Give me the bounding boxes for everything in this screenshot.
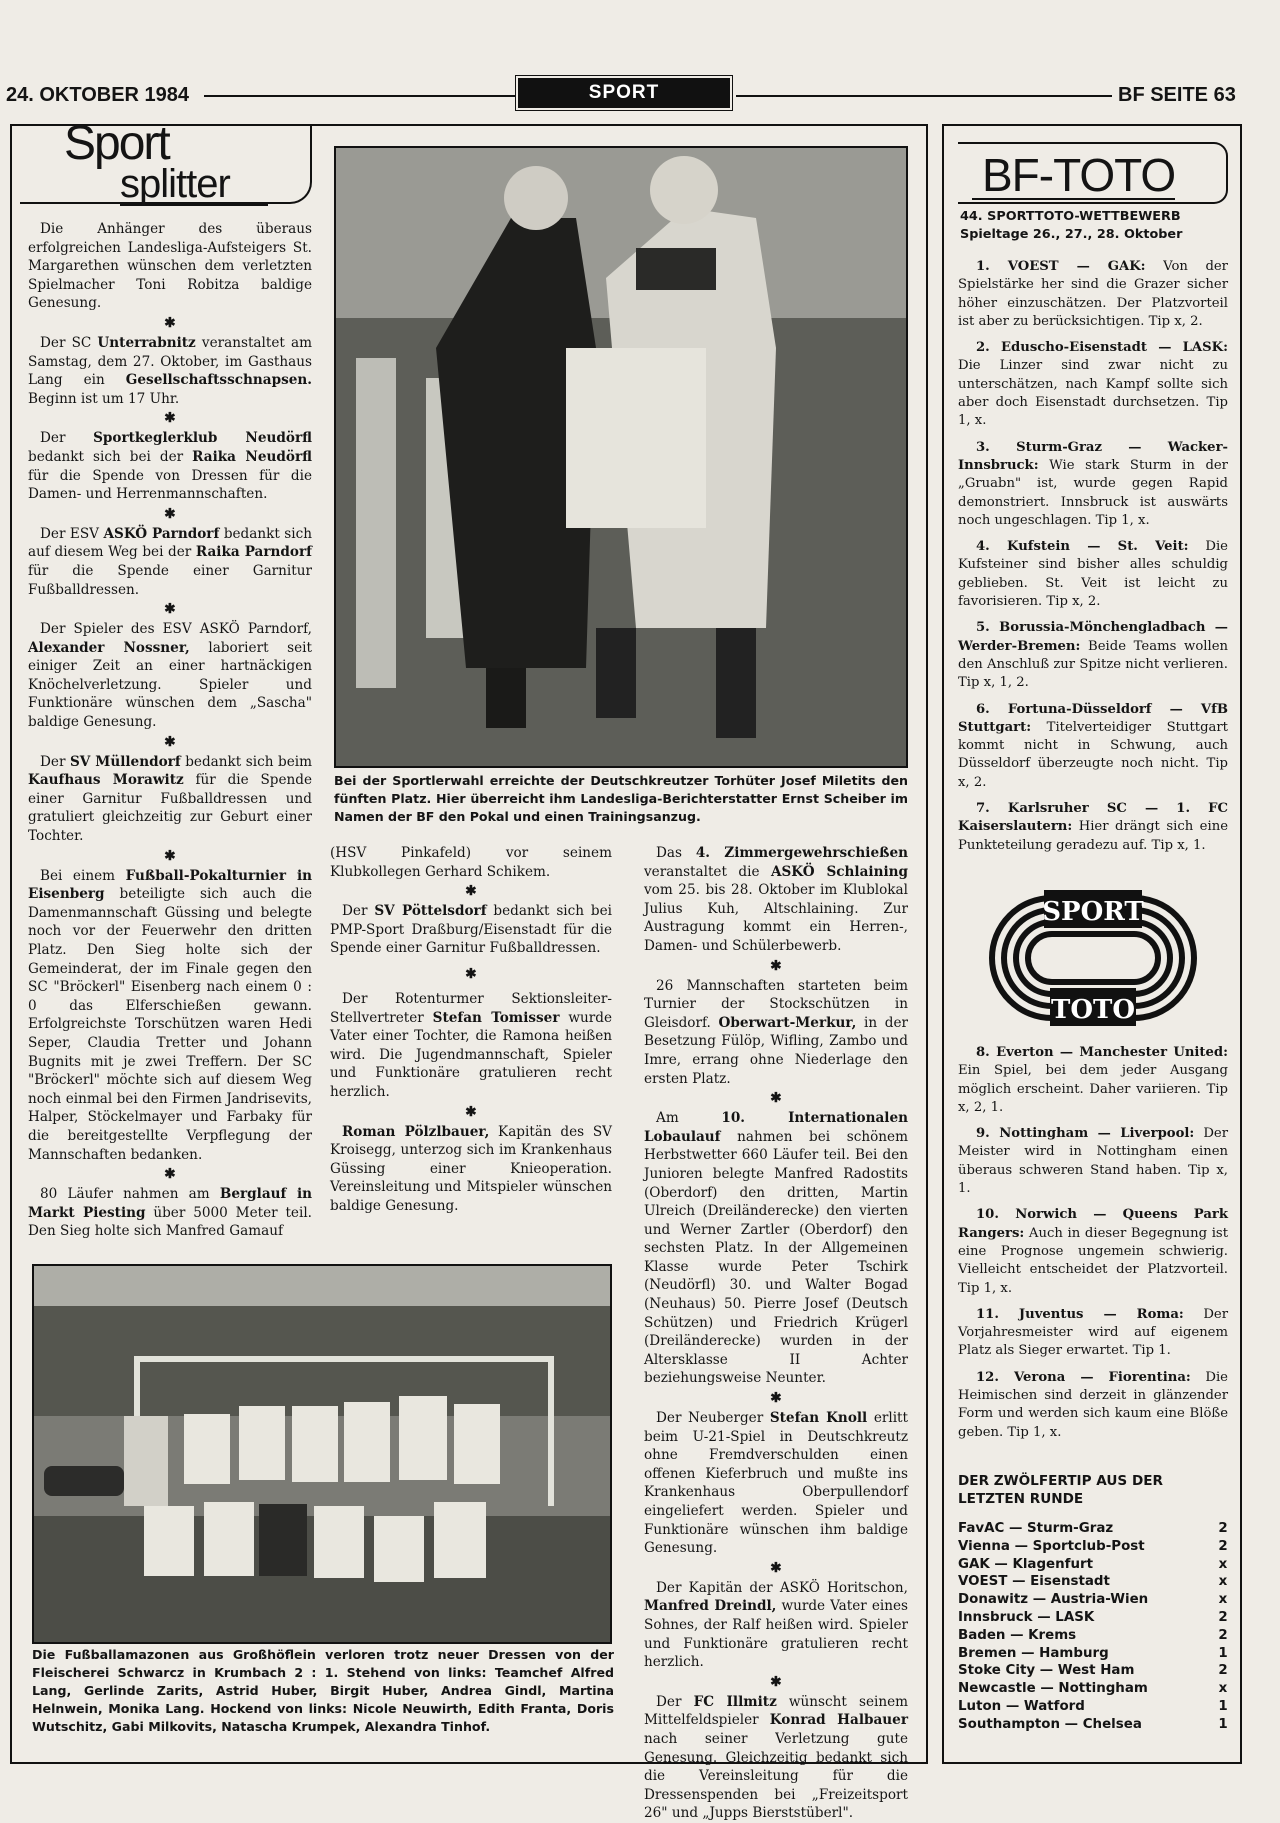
result-game: Bremen — Hamburg: [958, 1645, 1109, 1661]
result-tip: 2: [1218, 1627, 1228, 1643]
news-item: (HSV Pinkafeld) vor seinem Klubkollegen Gerhard Schikem.: [330, 845, 612, 880]
separator-star-icon: ✱: [164, 314, 176, 331]
news-item: 80 Läufer nahmen am Berglauf in Markt Piesting über 5000 Meter teil. Den Sieg holte sich Manfred Gamauf: [28, 1186, 313, 1240]
sport-toto-logo-top: SPORT: [1042, 897, 1144, 927]
toto-subtitle: 44. SPORTTOTO-WETTBEWERB Spieltage 26., 27., 28. Oktober: [960, 209, 1183, 242]
toto-match: 8. Everton — Manchester United: Ein Spiel, bei dem jeder Ausgang möglich erscheint. Daher variieren. Tip x, 2, 1.: [958, 1045, 1228, 1115]
news-item: Der SV Müllendorf bedankt sich beim Kaufhaus Morawitz für die Spende einer Garnitur Fußballdressen und gratuliert gleichzeitig zur Geburt einer Tochter.: [28, 753, 313, 845]
news-item: Der ESV ASKÖ Parndorf bedankt sich auf diesem Weg bei der Raika Parndorf für die Spende einer Garnitur Fußballdressen.: [28, 525, 313, 598]
toto-title: BF-TOTO: [972, 152, 1175, 200]
award-photo-image: [336, 148, 906, 766]
team-photo-image: [34, 1266, 610, 1642]
result-game: Southampton — Chelsea: [958, 1716, 1142, 1732]
issue-date: 24. OKTOBER 1984: [6, 84, 190, 106]
separator-star-icon: ✱: [164, 1166, 176, 1183]
news-item: Bei einem Fußball-Pokalturnier in Eisenberg beteiligte sich auch die Damenmannschaft Güssing und belegte noch vor der Feuerwehr den dritten Platz. Den Sieg holte sich der Gemeinderat, der im Finale gegen den SC "Bröckerl" Eisenberg nach einem 0 : 0 das Elferschießen gewann. Erfolgreichste Torschützen waren Hedi Seper, Claudia Tretter und Johann Bugnits mit je zwei Treffern. Der SC "Bröckerl" möchte sich auf diesem Weg noch einmal bei den Firmen Jandrisevits, Halper, Stöckelmayer und Farbaky für die bereitgestellte Verpflegung der Mannschaften bedanken.: [28, 867, 312, 1163]
separator-star-icon: ✱: [164, 733, 176, 750]
result-game: Stoke City — West Ham: [958, 1663, 1135, 1679]
result-row: [958, 1716, 1230, 1734]
award-photo: [334, 146, 908, 768]
last-round-title: DER ZWÖLFERTIP AUS DER LETZTEN RUNDE: [958, 1473, 1163, 1507]
news-item: Der Rotenturmer Sektionsleiter-Stellvertreter Stefan Tomisser wurde Vater einer Tochter, die Ramona heißen wird. Die Jugendmannschaft, Spieler und Funktionäre gratulieren recht herzlich.: [330, 990, 612, 1100]
splitter-column-1: [28, 220, 312, 1241]
toto-match: 11. Juventus — Roma: Der Vorjahresmeister wird auf eigenem Platz als Sieger erwartet. Tip 1.: [958, 1306, 1229, 1359]
header-rule-right: [736, 95, 1112, 97]
result-tip: 1: [1218, 1716, 1228, 1732]
news-item: Der FC Illmitz wünscht seinem Mittelfeldspieler Konrad Halbauer nach seiner Verletzung gute Genesung. Gleichzeitig bedankt sich die Vereinsleitung für die Dressenspenden bei „Freizeitsport 26" und „Jupps Bierststüberl".: [644, 1693, 909, 1822]
result-game: Donawitz — Austria-Wien: [958, 1592, 1149, 1608]
result-row: [958, 1645, 1230, 1663]
result-game: Newcastle — Nottingham: [958, 1681, 1148, 1697]
toto-match: 3. Sturm-Graz — Wacker-Innsbruck: Wie stark Sturm in der „Gruabn" ist, wurde gegen Rapid demonstriert. Innsbruck ist auswärts noch ungeschlagen. Tip 1, x.: [958, 439, 1228, 528]
toto-match: 6. Fortuna-Düsseldorf — VfB Stuttgart: Titelverteidiger Stuttgart kommt nicht in Schwung, auch Düsseldorf überzeugte noch nicht. Tip x, 2.: [958, 701, 1228, 790]
header-rule-left: [204, 95, 516, 97]
separator-star-icon: ✱: [770, 1673, 782, 1690]
result-game: Innsbruck — LASK: [958, 1609, 1095, 1625]
toto-match: 9. Nottingham — Liverpool: Der Meister wird in Nottingham einen überaus schweren Stand haben. Tip x, 1.: [958, 1126, 1229, 1197]
result-tip: 2: [1218, 1538, 1228, 1554]
result-row: [958, 1538, 1230, 1556]
toto-match: 10. Norwich — Queens Park Rangers: Auch in dieser Begegnung ist eine Prognose ungemein schwierig. Vielleicht entscheidet der Platzvorteil. Tip 1, x.: [958, 1207, 1228, 1296]
separator-star-icon: ✱: [770, 1559, 782, 1576]
team-photo-caption: Die Fußballamazonen aus Großhöflein verloren trotz neuer Dressen von der Fleischerei Schwarcz in Krumbach 2 : 1. Stehend von links: Teamchef Alfred Lang, Gerlinde Zarits, Astrid Huber, Birgit Huber, Andrea Gindl, Martina Helnwein, Monika Lang. Hockend von links: Nicole Neuwirth, Edith Franta, Doris Wutschitz, Gabi Milkovits, Natascha Krumpek, Alexandra Tinhof.: [32, 1647, 614, 1734]
separator-star-icon: ✱: [770, 957, 782, 974]
sport-toto-logo-bottom: TOTO: [1051, 995, 1135, 1025]
toto-match: 5. Borussia-Mönchengladbach — Werder-Bremen: Beide Teams wollen den Anschluß zur Spitze nicht verlieren. Tip x, 1, 2.: [958, 620, 1228, 691]
news-item: Am 10. Internationalen Lobaulauf nahmen bei schönem Herbstwetter 660 Läufer teil. Bei den Junioren belegte Manfred Radostits (Oberdorf) den dritten, Martin Ulreich (Dreiländerecke) den vierten und Werner Zartler (Oberdorf) den sechsten Platz. In der Allgemeinen Klasse wurde Peter Tschirk (Neudörfl) 30. und Walter Bogad (Neuhaus) 50. Pierre Josef (Deutsch Schützen) und Friedrich Krügerl (Dreiländerecke) wurden in der Altersklasse II Achter beziehungsweise Neunter.: [644, 1110, 908, 1387]
result-row: [958, 1662, 1230, 1680]
news-item: Der SC Unterrabnitz veranstaltet am Samstag, dem 27. Oktober, im Gasthaus Lang ein Gesellschaftsschnapsen. Beginn ist um 17 Uhr.: [28, 334, 312, 407]
toto-match: 2. Eduscho-Eisenstadt — LASK: Die Linzer sind zwar nicht zu unterschätzen, nach Kampf sollte sich aber doch Eisenstadt durchsetzen. Tip 1, x.: [958, 340, 1228, 429]
news-item: Der Spieler des ESV ASKÖ Parndorf, Alexander Nossner, laboriert seit einiger Zeit an einer hartnäckigen Knöchelverletzung. Spieler und Funktionäre wünschen dem „Sascha" baldige Genesung.: [28, 621, 312, 731]
result-game: Baden — Krems: [958, 1627, 1077, 1643]
result-row: [958, 1573, 1230, 1591]
toto-predictions-1: [958, 258, 1228, 863]
toto-match: 12. Verona — Fiorentina: Die Heimischen sind derzeit in glänzender Form und werden sich kaum eine Blöße geben. Tip 1, x.: [958, 1369, 1228, 1440]
result-tip: x: [1218, 1681, 1228, 1697]
splitter-logo-line2: splitter: [120, 164, 268, 206]
news-item: Das 4. Zimmergewehrschießen veranstaltet die ASKÖ Schlaining vom 25. bis 28. Oktober im Klublokal Julius Kuh, Altschlaining. Zur Austragung kommt ein Herren-, Damen- und Schülerbewerb.: [644, 845, 908, 954]
result-game: VOEST — Eisenstadt: [958, 1574, 1110, 1590]
result-row: [958, 1609, 1230, 1627]
result-game: Vienna — Sportclub-Post: [958, 1538, 1145, 1554]
result-game: FavAC — Sturm-Graz: [958, 1521, 1114, 1536]
news-item: Der Kapitän der ASKÖ Horitschon, Manfred Dreindl, wurde Vater eines Sohnes, der Ralf heißen wird. Spieler und Funktionäre gratulieren recht herzlich.: [644, 1579, 908, 1671]
toto-match: 1. VOEST — GAK: Von der Spielstärke her sind die Grazer sicher höher einzuschätzen. Der Platzvorteil ist aber zu berücksichtigen. Tip x, 2.: [958, 259, 1228, 329]
result-row: [958, 1520, 1230, 1538]
separator-star-icon: ✱: [164, 847, 176, 864]
news-item: Der SV Pöttelsdorf bedankt sich bei PMP-Sport Draßburg/Eisenstadt für die Spende einer Garnitur Fußballdressen.: [330, 903, 613, 957]
result-game: GAK — Klagenfurt: [958, 1556, 1094, 1572]
result-game: Luton — Watford: [958, 1698, 1085, 1714]
result-tip: x: [1218, 1556, 1228, 1572]
toto-match: 4. Kufstein — St. Veit: Die Kufsteiner sind bisher alles schuldig geblieben. St. Veit ist leicht zu favorisieren. Tip x, 2.: [958, 539, 1228, 610]
news-item: 26 Mannschaften starteten beim Turnier der Stockschützen in Gleisdorf. Oberwart-Merkur, in der Besetzung Fülöp, Wifling, Zambo und Imre, errang ohne Niederlage den ersten Platz.: [644, 977, 908, 1087]
toto-match: 7. Karlsruher SC — 1. FC Kaiserslautern: Hier drängt sich eine Punkteteilung geradezu auf. Tip x, 1.: [958, 801, 1228, 853]
separator-star-icon: ✱: [465, 883, 477, 900]
result-tip: 2: [1218, 1609, 1228, 1625]
separator-star-icon: ✱: [164, 410, 176, 427]
result-tip: 2: [1218, 1663, 1228, 1679]
news-item: Der Neuberger Stefan Knoll erlitt beim U-21-Spiel in Deutschkreutz ohne Fremdverschulden einen offenen Kieferbruch und mußte ins Krankenhaus Oberpullendorf eingeliefert werden. Spieler und Funktionäre wünschen ihm baldige Genesung.: [644, 1410, 908, 1557]
result-tip: 2: [1218, 1521, 1228, 1536]
result-tip: 1: [1218, 1645, 1228, 1661]
splitter-column-3: [644, 844, 908, 1823]
news-item: Roman Pölzlbauer, Kapitän des SV Kroisegg, unterzog sich im Krankenhaus Güssing einer Knieoperation. Vereinsleitung und Mitspieler wünschen baldige Genesung.: [330, 1123, 612, 1214]
separator-star-icon: ✱: [770, 1390, 782, 1407]
result-tip: 1: [1218, 1698, 1228, 1714]
result-tip: x: [1218, 1574, 1228, 1590]
sport-toto-logo: [988, 890, 1198, 1026]
result-row: [958, 1627, 1230, 1645]
section-label: SPORT: [518, 78, 730, 108]
result-row: [958, 1698, 1230, 1716]
result-tip: x: [1218, 1592, 1228, 1608]
news-item: Der Sportkeglerklub Neudörfl bedankt sich bei der Raika Neudörfl für die Spende von Dressen für die Damen- und Herrenmannschaften.: [28, 430, 313, 503]
separator-star-icon: ✱: [770, 1090, 782, 1107]
separator-star-icon: ✱: [164, 601, 176, 618]
separator-star-icon: ✱: [465, 1103, 477, 1120]
splitter-column-2: [330, 844, 612, 1216]
team-photo: [32, 1264, 612, 1644]
result-row: [958, 1556, 1230, 1574]
result-row: [958, 1591, 1230, 1609]
toto-predictions-2: [958, 1044, 1228, 1450]
result-row: [958, 1680, 1230, 1698]
splitter-logo-line1: Sport: [64, 117, 169, 170]
last-round-results: [958, 1520, 1230, 1734]
separator-star-icon: ✱: [164, 505, 176, 522]
award-photo-caption: Bei der Sportlerwahl erreichte der Deutschkreutzer Torhüter Josef Miletits den fünften Platz. Hier überreicht ihm Landesliga-Berichterstatter Ernst Scheiber im Namen der BF den Pokal und einen Trainingsanzug.: [334, 773, 908, 824]
news-item: Die Anhänger des überaus erfolgreichen Landesliga-Aufsteigers St. Margarethen wünschen dem verletzten Spielmacher Toni Robitza baldige Genesung.: [28, 221, 312, 312]
separator-star-icon: ✱: [465, 965, 477, 982]
page-number: BF SEITE 63: [1118, 84, 1236, 106]
